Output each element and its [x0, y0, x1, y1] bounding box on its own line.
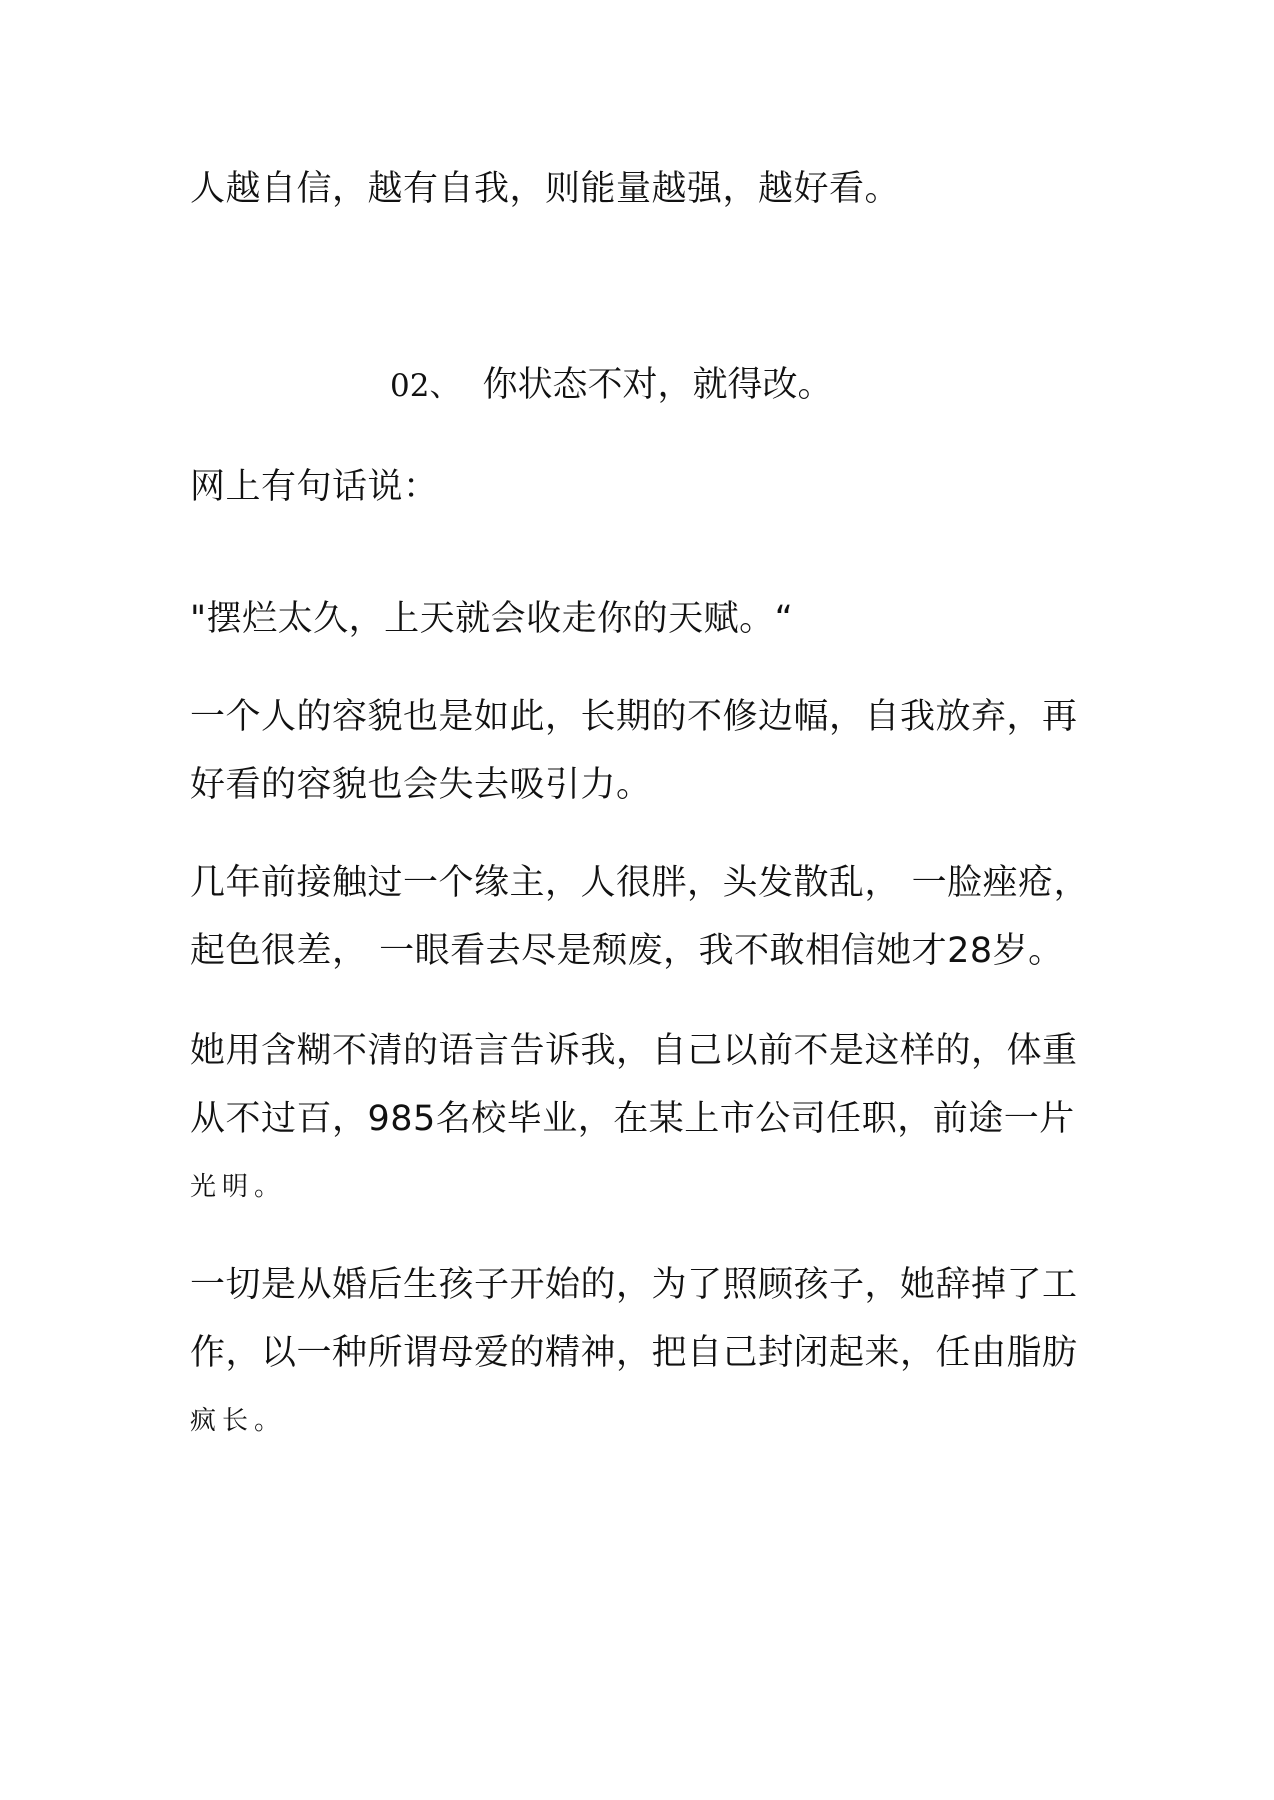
- paragraph-line: 好看的容貌也会失去吸引力。: [190, 765, 652, 805]
- paragraph-line: 她用含糊不清的语言告诉我，自己以前不是这样的，体重: [190, 1031, 1078, 1071]
- paragraph-line: 作，以一种所谓母爱的精神，把自己封闭起来，任由脂肪: [190, 1333, 1078, 1373]
- paragraph-line: 一切是从婚后生孩子开始的，为了照顾孩子，她辞掉了工: [190, 1265, 1078, 1305]
- section-heading: [390, 364, 832, 407]
- paragraph-line: 几年前接触过一个缘主，人很胖，头发散乱， 一脸痤疮，: [190, 863, 1090, 903]
- paragraph-line: 从不过百，985名校毕业，在某上市公司任职，前途一片: [190, 1099, 1075, 1139]
- quote-line: "摆烂太久，上天就会收走你的天赋。“: [190, 599, 794, 639]
- text-line: 人越自信，越有自我，则能量越强，越好看。: [190, 169, 901, 209]
- section-number: 02、: [390, 368, 461, 404]
- paragraph-line: 光明。: [190, 1172, 287, 1202]
- section-title: 你状态不对，就得改。: [482, 365, 833, 405]
- paragraph-line: 网上有句话说：: [190, 467, 439, 507]
- paragraph-line: 疯长。: [190, 1406, 287, 1436]
- paragraph-line: 起色很差， 一眼看去尽是颓废，我不敢相信她才28岁。: [190, 931, 1064, 971]
- paragraph-line: 一个人的容貌也是如此，长期的不修边幅，自我放弃，再: [190, 697, 1078, 737]
